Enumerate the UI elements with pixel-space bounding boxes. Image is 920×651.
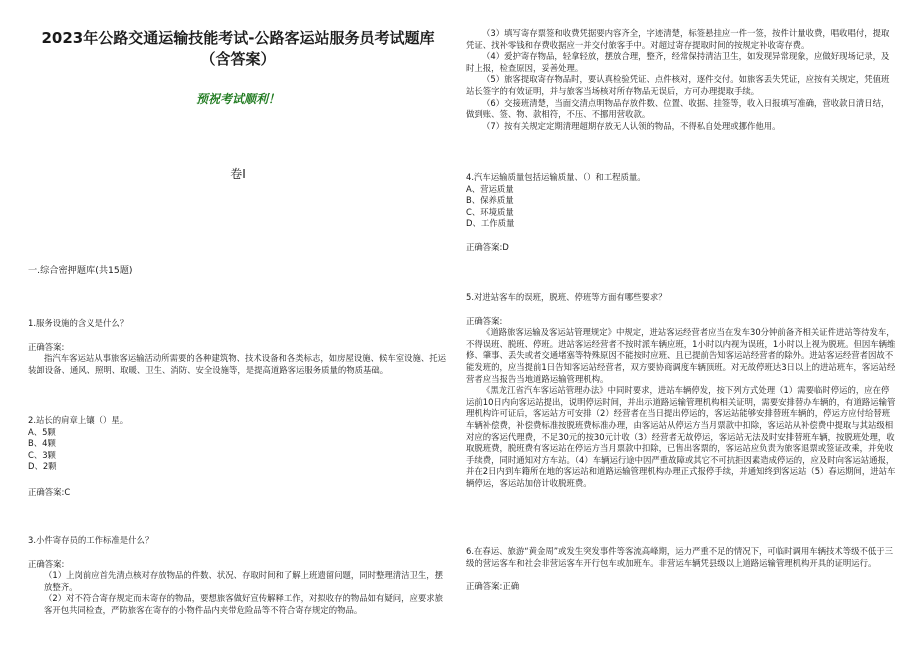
answer-label: 正确答案: bbox=[466, 315, 503, 326]
answer-item-5: （5）旅客提取寄存物品时，要认真检验凭证、点件核对，逐件交付。如旅客丢失凭证，应按有关规定，凭值班站长签字的有效证明，并与旅客当场核对所存物品无误后，方可办理提取手续。 bbox=[466, 74, 890, 96]
question-text: 5.对进站客车的误班，脱班、停班等方面有哪些要求？ bbox=[466, 292, 667, 302]
answer-label: 正确答案: bbox=[28, 341, 65, 352]
document-title: 2023年公路交通运输技能考试-公路客运站服务员考试题库（含答案） bbox=[41, 29, 435, 68]
option-c: C、环境质量 bbox=[466, 206, 514, 217]
question-3-continued bbox=[466, 28, 896, 132]
answer-value: D bbox=[502, 241, 509, 252]
question-1 bbox=[28, 318, 448, 376]
question-text: 1.服务设施的含义是什么？ bbox=[28, 318, 129, 328]
section-heading: 一.综合密押题库(共15题) bbox=[28, 265, 133, 276]
question-text: 4.汽车运输质量包括运输质量、（）和工程质量。 bbox=[466, 172, 646, 182]
option-b: B、4颗 bbox=[28, 438, 56, 449]
answer-value: 正确 bbox=[502, 581, 520, 592]
answer-label: 正确答案: bbox=[28, 558, 65, 569]
question-4 bbox=[466, 172, 896, 254]
question-5 bbox=[466, 292, 896, 490]
subtitle: 预祝考试顺利！ bbox=[195, 92, 280, 106]
option-c: C、3颗 bbox=[28, 449, 56, 460]
question-text: 3.小件寄存员的工作标准是什么？ bbox=[28, 535, 154, 545]
answer-line bbox=[466, 581, 896, 593]
answer-text: 指汽车客运站从事旅客运输活动所需要的各种建筑物、技术设备和各类标志，如房屋设施、候车室设施、托运装卸设备、通风、照明、取暖、卫生、消防、安全设施等，是提高道路客运服务质量的物质基础。 bbox=[28, 353, 446, 375]
option-b: B、保养质量 bbox=[466, 195, 514, 206]
answer-label: 正确答案: bbox=[466, 241, 503, 252]
answer-line bbox=[28, 487, 448, 499]
answer-item-7: （7）按有关规定定期清理超期存放无人认领的物品，不得私自处理或挪作他用。 bbox=[482, 120, 781, 131]
answer-item-2: （2）对不符合寄存规定而未寄存的物品，要想旅客做好宣传解释工作，对拟收存的物品如有疑问，应要求旅客开包共同检查，严防旅客在寄存的小物件品内夹带危险品等不符合寄存规定的物品。 bbox=[44, 593, 443, 615]
answer-label: 正确答案: bbox=[466, 581, 503, 592]
answer-paragraph-1: 《道路旅客运输及客运站管理规定》中规定，进站客运经营者应当在发车30分钟前备齐相关证件进站等待发车，不得误班、脱班、停班。进站客运经营者不按时派车辆应班，1小时以内视为误班，1小时以上视为脱班。但因车辆维修、肇事、丢失或者交通堵塞等特殊原因不能按时应班、且已提前告知客运站经营者的除外。进站客运经营者因故不能发班的，应当提前1日告知客运站经营者，双方要协商调度车辆顶班。对无故停班达3日以上的进站班车，客运站经营者应当报告当地道路运输管理机构。 bbox=[466, 327, 896, 384]
question-text: 6.在春运、旅游“黄金周”或发生突发事件等客流高峰期，运力严重不足的情况下，可临时调用车辆技术等级不低于三级的营运客车和社会非营运客车开行包车或加班车。非营运车辆凭县级以上道路运输管理机构开具的证明运行。 bbox=[466, 546, 894, 568]
option-d: D、工作质量 bbox=[466, 218, 515, 229]
question-3 bbox=[28, 535, 448, 617]
option-a: A、营运质量 bbox=[466, 183, 514, 194]
answer-item-6: （6）交接班清楚，当面交清点明物品存放件数、位置、收据、挂签等，收入日报填写准确，营收款日清日结，做到账、签、物、款相符，不压、不挪用营收款。 bbox=[466, 97, 890, 120]
question-text: 2.站长的肩章上镶（）星。 bbox=[28, 415, 129, 425]
answer-item-1: （1）上岗前应首先清点核对存放物品的件数、状况、存取时间和了解上班遗留问题，同时整理清洁卫生，摆放整齐。 bbox=[44, 570, 443, 592]
question-6 bbox=[466, 546, 896, 593]
answer-value: C bbox=[64, 486, 71, 497]
question-2 bbox=[28, 415, 448, 499]
option-d: D、2颗 bbox=[28, 461, 57, 472]
volume-label: 卷I bbox=[230, 167, 246, 181]
answer-label: 正确答案: bbox=[28, 486, 65, 497]
option-a: A、5颗 bbox=[28, 426, 56, 437]
answer-item-3: （3）填写寄存票签和收费凭据要内容齐全，字迹清楚，标签悬挂应一件一签，按件计量收费，唱收唱付，提取凭证、找补零钱和存费收据应一并交付旅客手中。对超过寄存提取时间的按规定补收寄存费。 bbox=[466, 28, 890, 50]
answer-paragraph-2: 《黑龙江省汽车客运站管理办法》中同时要求，进站车辆停发，按下列方式处理（1）需要临时停运的，应在停运前10日内向客运站提出，说明停运时间，并出示道路运输管理机构相关证明，需要安排替办车辆的，有道路运输管理机构许可证后，客运站方可安排（2）经营者在当日提出停运的，客运站能够安排替班车辆的，停运方应付给替班车辆补偿费，补偿费标准按脱班费标准办理，由客运站从停运方当月票款中扣除，客运站从补偿费中提取与其站级相对应的客运代理费，不足30元的按30元计收（3）经营者无故停运，客运站无法及时安排替班车辆，按脱班处理，收取脱班费，脱班费有客运站在停运方当月票款中扣除，已售出客票的，客运站应负责为旅客退票或签证改乘，并免收手续费，同时通知对方车站。（4）车辆运行途中因严重故障或其它不可抗拒因素造成停运的，应及时向客运站通报，并在2日内到车籍所在地的客运站和道路运输管理机构办理正式报停手续，并通知终到客运站（5）春运期间，进站车辆停运，客运站加倍计收脱班费。 bbox=[466, 385, 896, 488]
answer-item-4: （4）爱护寄存物品，轻拿轻放，摆放合理，整齐，经常保持清洁卫生，如发现异常现象，应做好现场记录，及时上报，检查原因，妥善处理。 bbox=[466, 51, 890, 73]
answer-line bbox=[466, 242, 896, 254]
